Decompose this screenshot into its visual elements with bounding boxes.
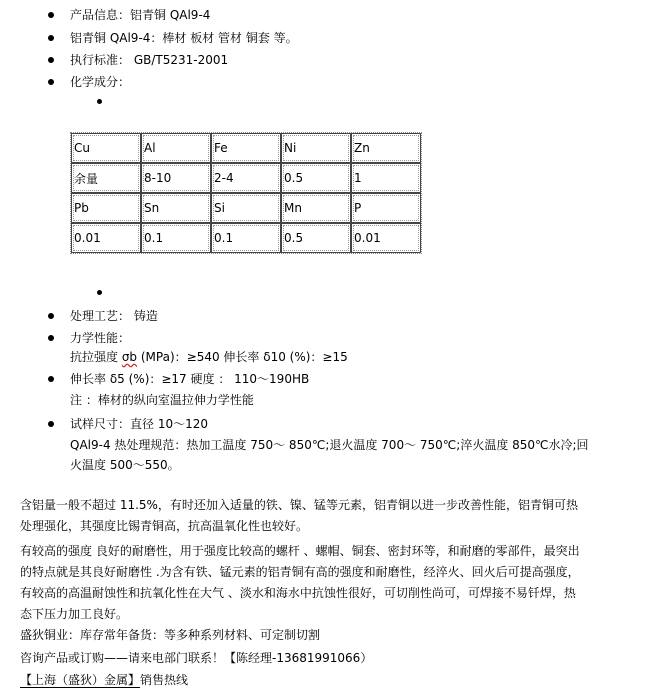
chemical-composition-table xyxy=(70,132,422,254)
tensile-symbol: σb xyxy=(121,350,138,364)
hotline-label: 销售热线 xyxy=(140,673,189,687)
bullet-dot xyxy=(48,35,54,41)
table-cell: Sn xyxy=(141,193,211,223)
table-row xyxy=(71,223,421,253)
tensile-values: (MPa)：≥540 伸长率 δ10 (%)：≥15 xyxy=(137,350,348,364)
table-cell: Si xyxy=(211,193,281,223)
product-forms: 铝青铜 QAl9-4：棒材 板材 管材 铜套 等。 xyxy=(70,31,298,45)
table-row xyxy=(71,163,421,193)
bullet-dot xyxy=(97,290,102,295)
table-cell: 0.01 xyxy=(71,223,141,253)
bullet-dot xyxy=(48,79,54,85)
table-cell: 0.1 xyxy=(211,223,281,253)
bullet-dot xyxy=(48,12,54,18)
table-cell: Fe xyxy=(211,133,281,163)
heat-treatment-line-2: 火温度 500～550。 xyxy=(70,458,180,472)
tensile-line xyxy=(70,349,348,365)
bullet-dot xyxy=(48,313,54,319)
company-bracket: 【上海（盛狄）金属】 xyxy=(20,673,141,687)
stock-info: 盛狄铜业：库存常年备货：等多种系列材料、可定制切割 xyxy=(20,628,321,642)
note: 注 ：棒材的纵向室温拉伸力学性能 xyxy=(70,393,254,407)
table-cell: 8-10 xyxy=(141,163,211,193)
paragraph-line: 有较高的高温耐蚀性和抗氧化性在大气 、淡水和海水中抗蚀性很好，可切削性尚可，可焊接不易钎焊，热 xyxy=(20,586,576,600)
table-cell: 0.5 xyxy=(281,163,351,193)
table-cell: P xyxy=(351,193,421,223)
table-row xyxy=(71,193,421,223)
table-cell: Al xyxy=(141,133,211,163)
table-cell: 2-4 xyxy=(211,163,281,193)
tensile-label: 抗拉强度 xyxy=(70,350,122,364)
table-cell: Zn xyxy=(351,133,421,163)
table-row xyxy=(71,133,421,163)
bullet-dot xyxy=(48,376,54,382)
sales-hotline xyxy=(20,670,630,691)
process: 处理工艺： 铸造 xyxy=(70,309,158,323)
table-cell: 0.5 xyxy=(281,223,351,253)
table-cell: 0.01 xyxy=(351,223,421,253)
bullet-dot xyxy=(48,57,54,63)
standard: 执行标准： GB/T5231-2001 xyxy=(70,53,229,67)
bullet-dot xyxy=(48,335,54,341)
table-cell: 余量 xyxy=(71,163,141,193)
contact-info: 咨询产品或订购——请来电部门联系！【陈经理-13681991066） xyxy=(20,651,373,665)
paragraph-line: 的特点就是其良好耐磨性 .为含有铁、锰元素的铝青铜有高的强度和耐磨性，经淬火、回火后可提高强度， xyxy=(20,565,580,579)
sample-size: 试样尺寸：直径 10～120 xyxy=(70,417,208,431)
bullet-dot xyxy=(97,99,102,104)
table-cell: 0.1 xyxy=(141,223,211,253)
paragraph-line: 含铝量一般不超过 11.5%，有时还加入适量的铁、镍、锰等元素，铝青铜以进一步改善性能，铝青铜可热 xyxy=(20,498,578,512)
paragraph-line: 处理强化，其强度比锡青铜高，抗高温氧化性也较好。 xyxy=(20,519,309,533)
mechanical-title: 力学性能： xyxy=(70,331,131,345)
bullet-dot xyxy=(48,421,54,427)
table-cell: Ni xyxy=(281,133,351,163)
table-cell: Cu xyxy=(71,133,141,163)
table-cell: 1 xyxy=(351,163,421,193)
paragraph-line: 态下压力加工良好。 xyxy=(20,607,129,621)
product-info: 产品信息：铝青铜 QAl9-4 xyxy=(70,8,211,22)
table-cell: Mn xyxy=(281,193,351,223)
chemistry-label: 化学成分： xyxy=(70,75,131,89)
table-cell: Pb xyxy=(71,193,141,223)
paragraph-line: 有较高的强度 良好的耐磨性，用于强度比较高的螺杆 、螺帽、铜套、密封环等，和耐磨的零部件，最突出 xyxy=(20,544,580,558)
paragraph-properties xyxy=(20,541,630,625)
elongation-hardness: 伸长率 δ5 (%)：≥17 硬度 ： 110～190HB xyxy=(70,372,310,386)
heat-treatment-line-1: QAl9-4 热处理规范：热加工温度 750～ 850℃;退火温度 700～ 750℃;淬火温度 850℃水冷;回 xyxy=(70,438,589,452)
paragraph-composition xyxy=(20,495,630,537)
